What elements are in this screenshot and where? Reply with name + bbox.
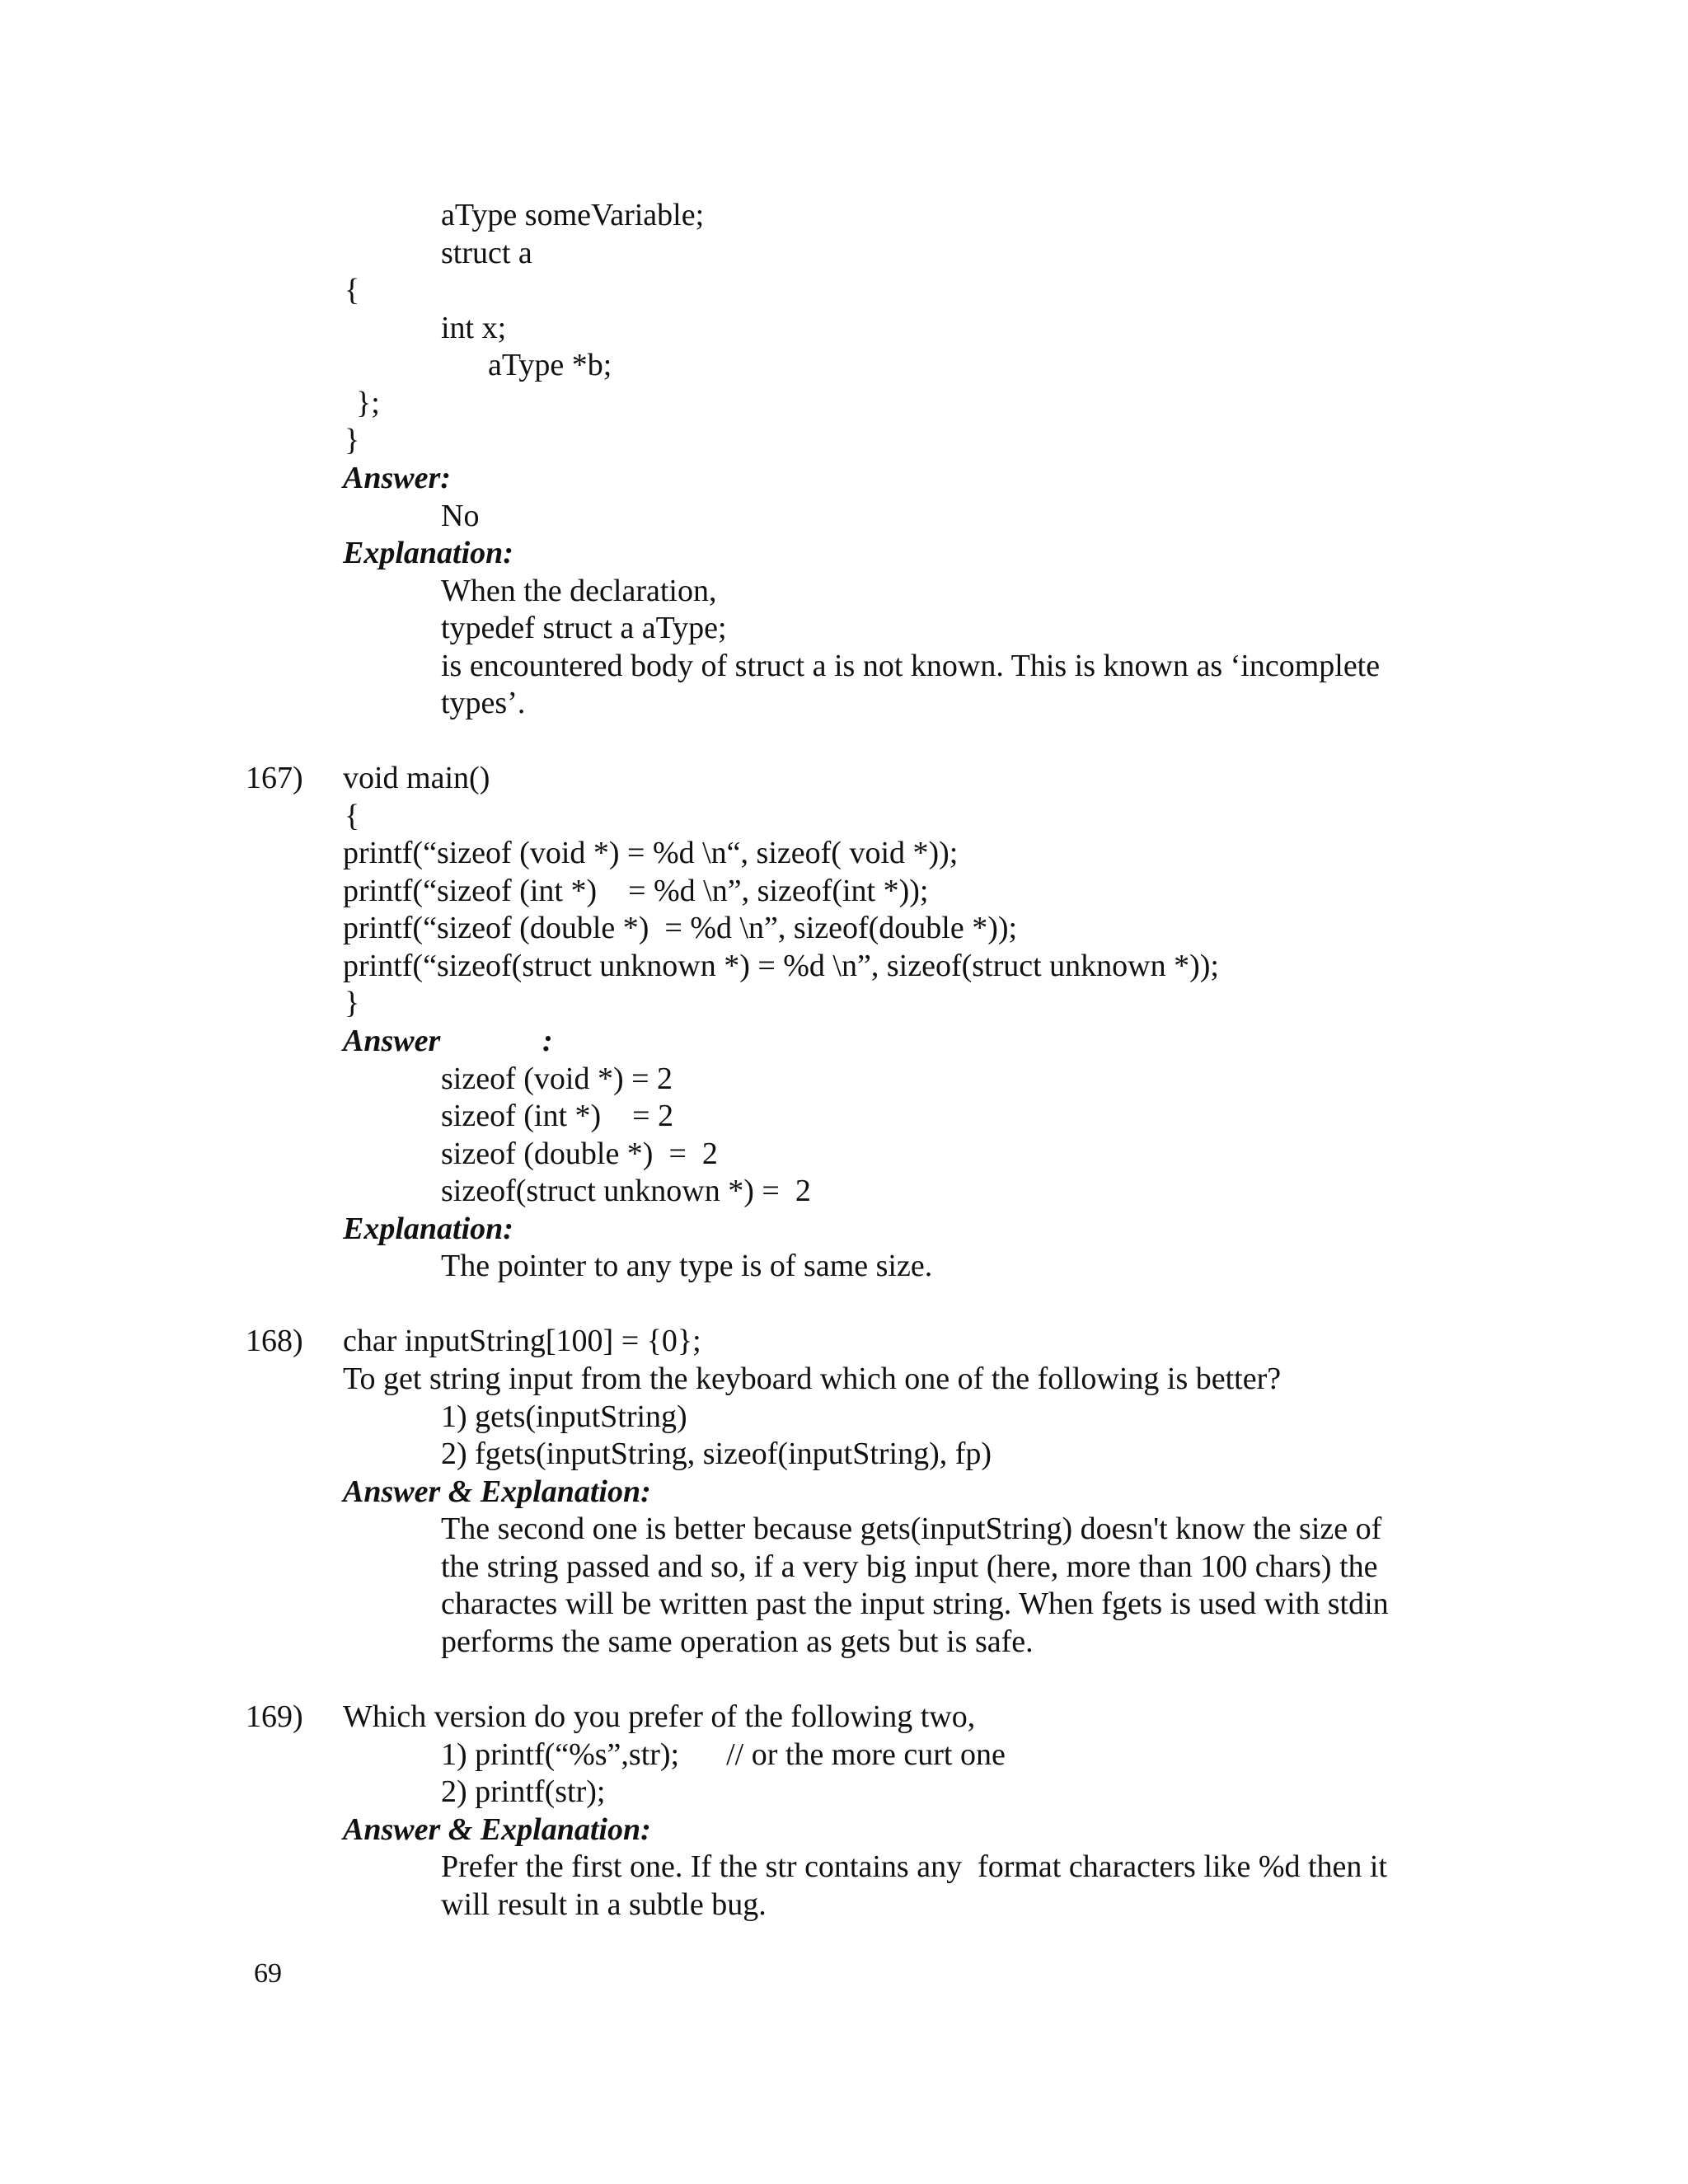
answer-explanation-heading: Answer & Explanation:: [343, 1812, 651, 1847]
explanation-line: types’.: [441, 686, 526, 720]
explanation-line: charactes will be written past the input string. When fgets is used with stdin: [441, 1586, 1389, 1621]
question-number: 169): [246, 1699, 303, 1734]
q167-code-line: void main(): [343, 761, 490, 795]
q167-code-line: printf(“sizeof(struct unknown *) = %d \n”, sizeof(struct unknown *));: [343, 949, 1219, 983]
q167-code-line: printf(“sizeof (void *) = %d \n“, sizeof( void *));: [343, 836, 959, 870]
q168-line: To get string input from the keyboard which one of the following is better?: [343, 1361, 1282, 1396]
explanation-line: Prefer the first one. If the str contains any format characters like %d then it: [441, 1849, 1388, 1884]
q168-option: 1) gets(inputString): [441, 1399, 687, 1434]
q169-option: 1) printf(“%s”,str); // or the more curt one: [441, 1737, 1006, 1772]
q168-line: char inputString[100] = {0};: [343, 1324, 701, 1358]
explanation-line: is encountered body of struct a is not known. This is known as ‘incomplete: [441, 649, 1381, 683]
top-code-line: aType *b;: [488, 348, 612, 382]
top-code-line: int x;: [441, 311, 507, 345]
answer-heading: Answer: [343, 1024, 441, 1058]
answer-line: sizeof (double *) = 2: [441, 1137, 718, 1171]
q167-code-line: printf(“sizeof (double *) = %d \n”, sizeof(double *));: [343, 911, 1018, 945]
explanation-line: the string passed and so, if a very big input (here, more than 100 chars) the: [441, 1549, 1378, 1584]
explanation-line: The second one is better because gets(inputString) doesn't know the size of: [441, 1511, 1382, 1546]
top-code-line: };: [356, 386, 380, 420]
answer-text: No: [441, 499, 480, 533]
answer-colon: :: [542, 1024, 553, 1058]
q169-question: Which version do you prefer of the following two,: [343, 1699, 976, 1734]
answer-line: sizeof (int *) = 2: [441, 1099, 674, 1133]
question-number: 167): [246, 761, 303, 795]
q169-option: 2) printf(str);: [441, 1774, 606, 1809]
question-number: 168): [246, 1324, 303, 1358]
top-code-line: aType someVariable;: [441, 198, 705, 232]
answer-line: sizeof (void *) = 2: [441, 1062, 673, 1096]
answer-explanation-heading: Answer & Explanation:: [343, 1474, 651, 1509]
explanation-heading: Explanation:: [343, 1212, 513, 1246]
explanation-line: will result in a subtle bug.: [441, 1887, 767, 1922]
q167-code-line: }: [345, 986, 360, 1020]
top-code-line: }: [345, 423, 360, 457]
page-number: 69: [254, 1958, 282, 1989]
answer-heading: Answer:: [343, 461, 451, 495]
top-code-line: struct a: [441, 236, 532, 270]
top-code-line: {: [345, 273, 360, 307]
q167-code-line: printf(“sizeof (int *) = %d \n”, sizeof(int *));: [343, 874, 929, 908]
explanation-line: The pointer to any type is of same size.: [441, 1249, 933, 1283]
answer-line: sizeof(struct unknown *) = 2: [441, 1174, 811, 1208]
q167-code-line: {: [345, 799, 360, 833]
explanation-line: performs the same operation as gets but is safe.: [441, 1624, 1034, 1659]
q168-option: 2) fgets(inputString, sizeof(inputString), fp): [441, 1436, 992, 1471]
explanation-line: typedef struct a aType;: [441, 611, 727, 645]
explanation-heading: Explanation:: [343, 536, 513, 570]
explanation-line: When the declaration,: [441, 574, 717, 608]
